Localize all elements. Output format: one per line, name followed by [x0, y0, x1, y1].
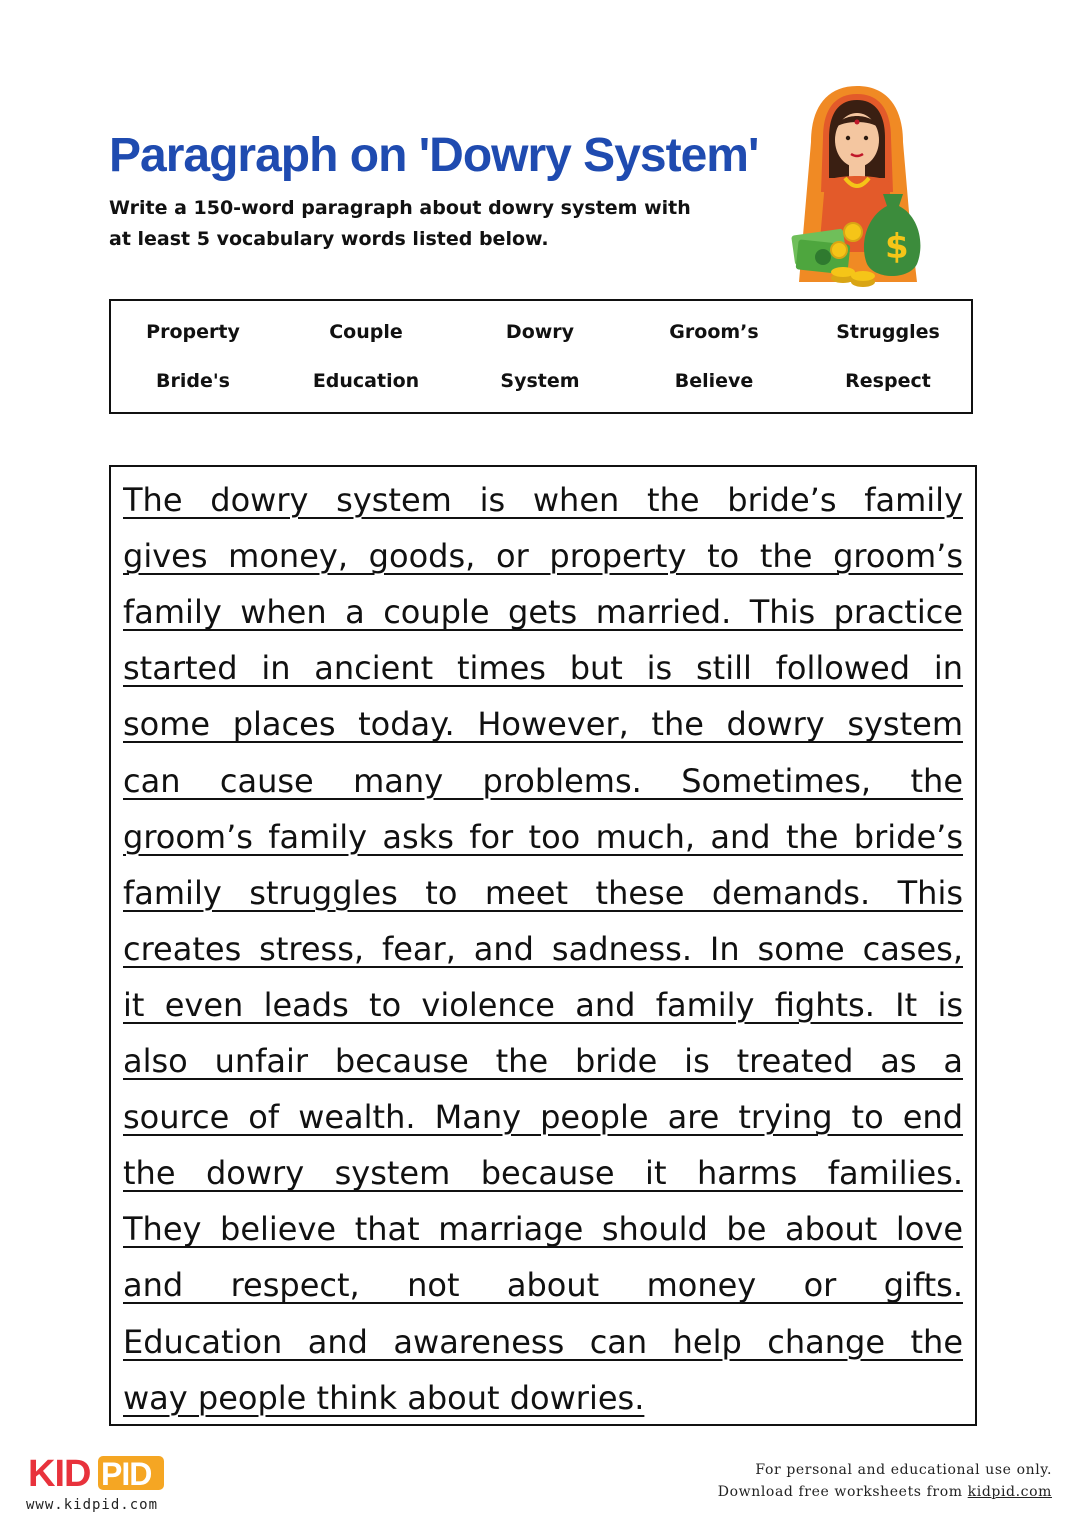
vocabulary-box — [109, 299, 973, 414]
kidpid-logo — [28, 1452, 168, 1494]
footer-download-note — [718, 1484, 1052, 1500]
paragraph-line: can cause many problems. Sometimes, the — [123, 761, 963, 800]
instructions — [109, 193, 749, 255]
vocab-word: Struggles — [836, 321, 940, 343]
bride-illustration — [785, 82, 930, 294]
paragraph-line: family struggles to meet these demands. This — [123, 873, 963, 912]
svg-text:KID: KID — [28, 1453, 91, 1494]
instruction-line-2: at least 5 vocabulary words listed below. — [109, 228, 549, 250]
paragraph-line: the dowry system because it harms families. — [123, 1154, 963, 1193]
svg-text:PID: PID — [101, 1456, 152, 1492]
vocab-word: System — [500, 370, 580, 392]
vocab-word: Dowry — [505, 321, 575, 343]
paragraph-line: The dowry system is when the bride’s family — [123, 481, 963, 519]
footer-link[interactable]: kidpid.com — [967, 1484, 1052, 1500]
logo-url: www.kidpid.com — [26, 1497, 159, 1513]
paragraph-line: They believe that marriage should be about love — [123, 1210, 963, 1249]
vocab-word: Couple — [329, 321, 403, 343]
vocab-word: Believe — [674, 370, 754, 392]
paragraph-line: some places today. However, the dowry system — [123, 705, 963, 744]
vocab-word: Bride's — [156, 370, 230, 392]
paragraph-line: family when a couple gets married. This practice — [123, 593, 963, 632]
vocab-word: Groom’s — [669, 321, 759, 343]
vocab-word: Property — [146, 321, 240, 343]
page-title: Paragraph on 'Dowry System' — [109, 129, 759, 182]
paragraph-line: source of wealth. Many people are trying to end — [123, 1098, 963, 1137]
paragraph-line: groom’s family asks for too much, and the bride’s — [123, 817, 963, 856]
footer-usage-note: For personal and educational use only. — [755, 1462, 1052, 1478]
paragraph-line: Education and awareness can help change the — [123, 1322, 963, 1361]
vocab-word: Education — [312, 370, 420, 392]
paragraph-line: creates stress, fear, and sadness. In some cases, — [123, 929, 963, 968]
instruction-line-1: Write a 150-word paragraph about dowry system with — [109, 197, 691, 219]
paragraph-line: way people think about dowries. — [123, 1378, 645, 1417]
paragraph-line: gives money, goods, or property to the groom’s — [123, 537, 963, 576]
paragraph-line: it even leads to violence and family fights. It is — [123, 985, 963, 1024]
dollar-icon: $ — [885, 227, 909, 267]
paragraph-line: started in ancient times but is still followed in — [123, 649, 963, 688]
vocab-word: Respect — [845, 370, 931, 392]
paragraph-line: and respect, not about money or gifts. — [123, 1266, 963, 1305]
paragraph-line: also unfair because the bride is treated as a — [123, 1042, 963, 1080]
footer-download-prefix: Download free worksheets from — [717, 1484, 968, 1500]
